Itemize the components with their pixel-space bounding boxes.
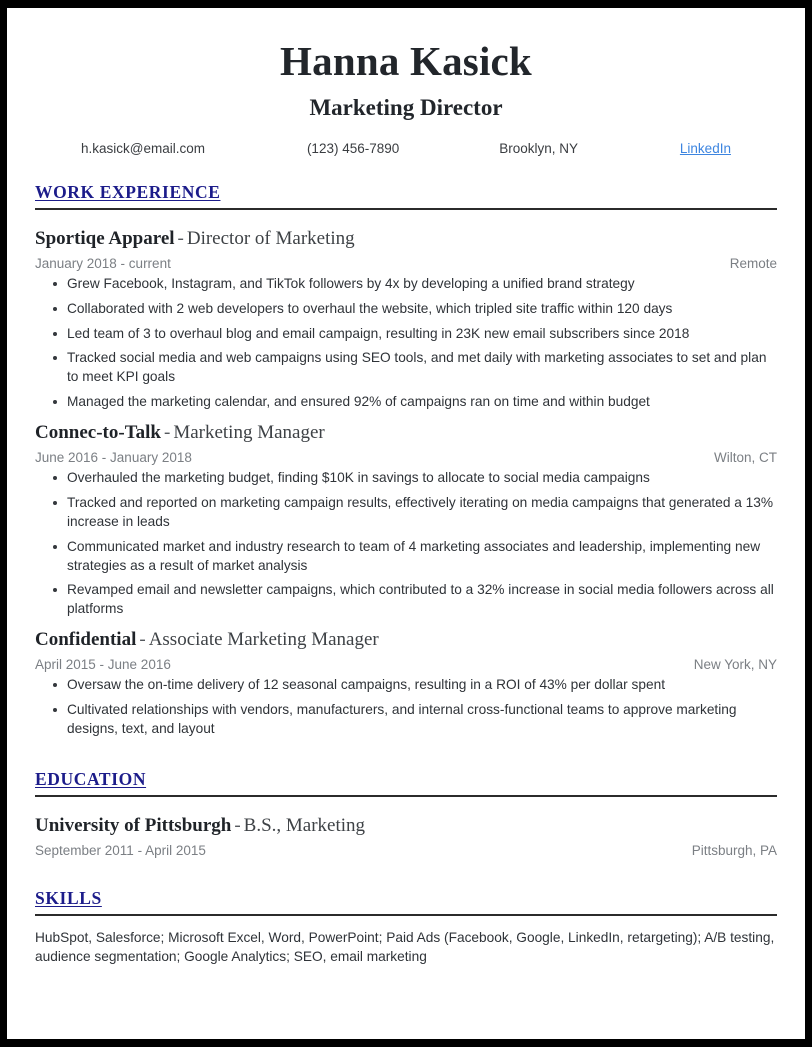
section-education bbox=[35, 739, 777, 858]
work-entry bbox=[35, 218, 777, 412]
work-bullet-list bbox=[35, 275, 777, 412]
education-location: Pittsburgh, PA bbox=[691, 842, 777, 858]
work-bullet: Managed the marketing calendar, and ensured 92% of campaigns ran on time and within budget bbox=[35, 393, 777, 412]
education-dates: September 2011 - April 2015 bbox=[35, 842, 206, 858]
work-bullet: Led team of 3 to overhaul blog and email campaign, resulting in 23K new email subscribers since 2018 bbox=[35, 325, 777, 344]
work-bullet: Collaborated with 2 web developers to overhaul the website, which tripled site traffic within 120 days bbox=[35, 300, 777, 319]
work-entry-meta bbox=[35, 652, 777, 672]
contact-location: Brooklyn, NY bbox=[499, 141, 578, 156]
contact-row bbox=[35, 119, 777, 156]
job-title: Director of Marketing bbox=[186, 228, 355, 249]
contact-phone[interactable]: (123) 456-7890 bbox=[306, 141, 400, 156]
work-bullet: Oversaw the on-time delivery of 12 seasonal campaigns, resulting in a ROI of 43% per dollar spent bbox=[35, 676, 777, 695]
work-bullet: Cultivated relationships with vendors, manufacturers, and internal cross-functional teams to approve marketing designs, text, and layout bbox=[35, 701, 777, 739]
work-bullet: Tracked and reported on marketing campaign results, effectively iterating on media campaigns that generated a 13% increase in leads bbox=[35, 494, 777, 532]
skills-list: HubSpot, Salesforce; Microsoft Excel, Word, PowerPoint; Paid Ads (Facebook, Google, LinkedIn, retargeting); A/B testing, audience segmentation; Google Analytics; SEO, email marketing bbox=[35, 929, 775, 964]
section-divider bbox=[35, 914, 777, 916]
contact-email[interactable]: h.kasick@email.com bbox=[81, 141, 205, 156]
resume-header bbox=[35, 8, 777, 156]
work-bullet-list bbox=[35, 676, 777, 739]
section-heading-skills: SKILLS bbox=[35, 887, 102, 908]
employer-name: Confidential bbox=[35, 629, 137, 651]
job-title: Marketing Manager bbox=[173, 422, 325, 444]
work-bullet: Tracked social media and web campaigns using SEO tools, and met daily with marketing associates to set and plan to meet KPI goals bbox=[35, 349, 777, 387]
employment-location: Remote bbox=[729, 255, 777, 271]
heading-separator: - bbox=[163, 422, 171, 444]
employment-dates: June 2016 - January 2018 bbox=[35, 449, 192, 465]
education-entry-meta bbox=[35, 838, 777, 858]
section-heading-work: WORK EXPERIENCE bbox=[35, 182, 221, 202]
candidate-name: Hanna Kasick bbox=[280, 38, 532, 84]
work-entry-heading bbox=[35, 421, 777, 445]
education-entry bbox=[35, 805, 777, 858]
school-name: University of Pittsburgh bbox=[35, 814, 232, 836]
linkedin-link[interactable]: LinkedIn bbox=[679, 141, 731, 156]
employer-name: Connec-to-Talk bbox=[35, 422, 161, 444]
employment-dates: April 2015 - June 2016 bbox=[35, 657, 171, 673]
heading-separator: - bbox=[177, 228, 184, 249]
employment-location: Wilton, CT bbox=[713, 449, 777, 465]
section-skills bbox=[35, 858, 777, 967]
section-divider bbox=[35, 795, 777, 797]
work-bullet: Communicated market and industry research to team of 4 marketing associates and leadership, implementing new strategies as a result of market analysis bbox=[35, 538, 777, 576]
work-entry-meta bbox=[35, 445, 777, 465]
heading-separator: - bbox=[139, 629, 146, 651]
heading-separator: - bbox=[234, 814, 241, 836]
section-work-experience bbox=[35, 156, 777, 739]
resume-page bbox=[7, 8, 805, 1039]
employment-dates: January 2018 - current bbox=[35, 255, 171, 271]
employment-location: New York, NY bbox=[693, 657, 777, 673]
work-bullet: Revamped email and newsletter campaigns, which contributed to a 32% increase in social media followers across all platforms bbox=[35, 581, 777, 619]
work-entry bbox=[35, 619, 777, 738]
degree-name: B.S., Marketing bbox=[243, 814, 366, 836]
section-heading-education: EDUCATION bbox=[35, 768, 147, 789]
job-title: Associate Marketing Manager bbox=[148, 629, 379, 651]
work-entry-heading bbox=[35, 227, 777, 251]
work-entry-heading bbox=[35, 628, 777, 652]
work-entry bbox=[35, 412, 777, 619]
section-divider bbox=[35, 208, 777, 210]
work-bullet: Overhauled the marketing budget, finding $10K in savings to allocate to social media campaigns bbox=[35, 469, 777, 488]
work-bullet-list bbox=[35, 469, 777, 619]
education-entry-heading bbox=[35, 814, 777, 838]
employer-name: Sportiqe Apparel bbox=[35, 228, 175, 249]
work-bullet: Grew Facebook, Instagram, and TikTok followers by 4x by developing a unified brand strategy bbox=[35, 275, 777, 294]
work-entry-meta bbox=[35, 251, 777, 271]
candidate-title: Marketing Director bbox=[309, 95, 503, 120]
